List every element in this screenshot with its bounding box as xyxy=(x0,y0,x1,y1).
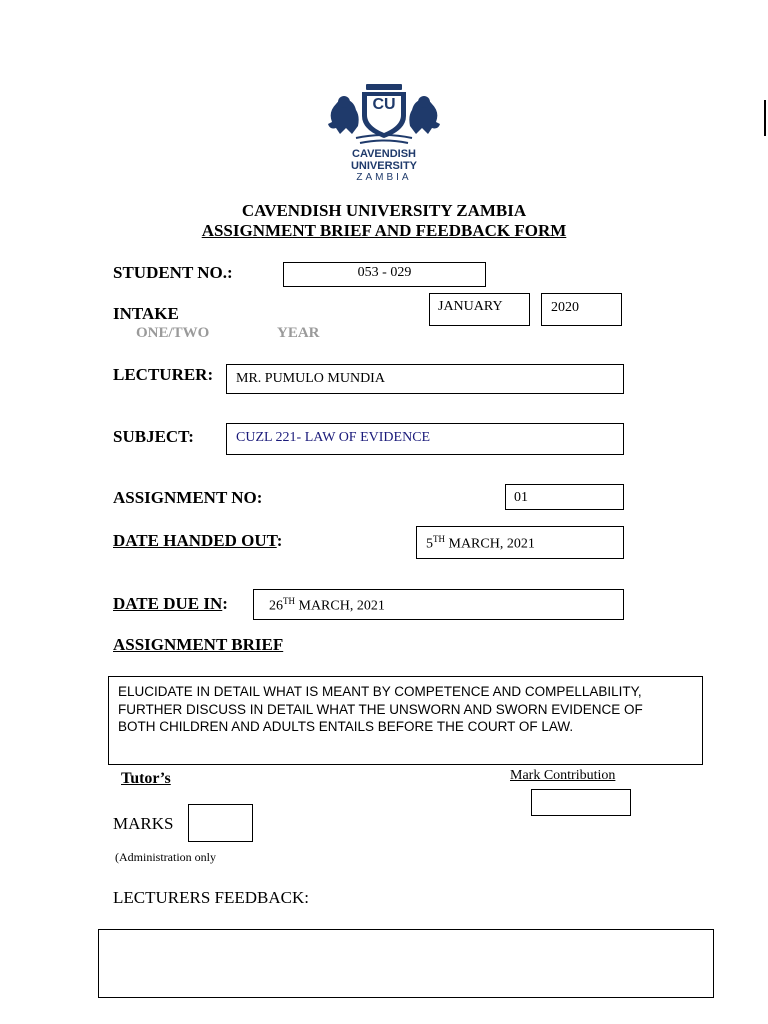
intake-year-field[interactable] xyxy=(541,293,622,326)
assignment-no-label: ASSIGNMENT NO: xyxy=(113,488,263,507)
lecturer-label: LECTURER: xyxy=(113,365,214,384)
lecturers-feedback-box[interactable] xyxy=(98,929,714,998)
date-handed-out-rest: MARCH, 2021 xyxy=(445,536,535,552)
assignment-no-field[interactable] xyxy=(505,484,624,510)
assignment-brief-box xyxy=(108,676,703,765)
date-handed-out-field[interactable] xyxy=(416,526,624,559)
date-due-in-rest: MARCH, 2021 xyxy=(295,598,385,614)
date-handed-out-colon: : xyxy=(276,531,283,550)
crest-letters: CU xyxy=(372,96,396,113)
logo-line-2: UNIVERSITY xyxy=(350,160,417,172)
crest-icon xyxy=(322,82,446,146)
intake-month-field[interactable] xyxy=(429,293,530,326)
date-due-in-colon: : xyxy=(222,594,228,613)
intake-label: INTAKE xyxy=(113,304,179,323)
date-handed-out-label-text: DATE HANDED OUT xyxy=(113,531,277,550)
student-no-label: STUDENT NO.: xyxy=(113,263,233,282)
intake-month-value: JANUARY xyxy=(438,299,503,314)
page-title: CAVENDISH UNIVERSITY ZAMBIA xyxy=(241,201,527,220)
lecturer-value: MR. PUMULO MUNDIA xyxy=(236,371,385,386)
lecturers-feedback-label: LECTURERS FEEDBACK: xyxy=(113,888,309,907)
date-due-in-label-text: DATE DUE IN xyxy=(113,594,223,613)
assignment-brief-label: ASSIGNMENT BRIEF xyxy=(113,635,284,654)
date-handed-out-day: 5 xyxy=(426,536,433,552)
marks-field[interactable] xyxy=(188,804,253,842)
date-handed-out-value xyxy=(426,534,535,553)
assignment-no-value: 01 xyxy=(514,490,528,505)
page-edge-marker xyxy=(764,100,766,136)
subject-field[interactable] xyxy=(226,423,624,455)
logo-line-3: ZAMBIA xyxy=(356,172,412,183)
date-due-in-field[interactable] xyxy=(253,589,624,620)
date-due-in-value xyxy=(269,596,385,615)
page-subtitle: ASSIGNMENT BRIEF AND FEEDBACK FORM xyxy=(201,221,567,240)
intake-year-value: 2020 xyxy=(551,300,579,315)
tutors-label: Tutor’s xyxy=(121,770,171,787)
intake-hint-year: YEAR xyxy=(277,325,320,341)
logo-line-1: CAVENDISH xyxy=(352,148,416,160)
mark-contribution-field[interactable] xyxy=(531,789,631,816)
marks-admin-note: (Administration only xyxy=(115,850,216,864)
student-no-field[interactable] xyxy=(283,262,486,287)
lecturer-field[interactable] xyxy=(226,364,624,394)
subject-label: SUBJECT: xyxy=(113,427,194,446)
date-due-in-label xyxy=(113,594,228,614)
date-due-in-suffix: TH xyxy=(283,596,295,606)
date-handed-out-label xyxy=(113,531,282,551)
date-due-in-day: 26 xyxy=(269,598,283,614)
marks-label: MARKS xyxy=(113,814,174,833)
date-handed-out-suffix: TH xyxy=(433,534,445,544)
subject-value: CUZL 221- LAW OF EVIDENCE xyxy=(236,430,431,445)
mark-contribution-label: Mark Contribution xyxy=(510,768,616,783)
student-no-value: 053 - 029 xyxy=(357,265,412,280)
assignment-brief-text: ELUCIDATE IN DETAIL WHAT IS MEANT BY COMPETENCE AND COMPELLABILITY, FURTHER DISCUSS IN DETAIL WHAT THE UNSWORN AND SWORN EVIDENCE OF BOTH CHILDREN AND ADULTS ENTAILS BEFORE THE COURT OF LAW. xyxy=(118,684,643,734)
university-logo xyxy=(322,82,446,186)
intake-hint-one-two: ONE/TWO xyxy=(136,325,210,341)
